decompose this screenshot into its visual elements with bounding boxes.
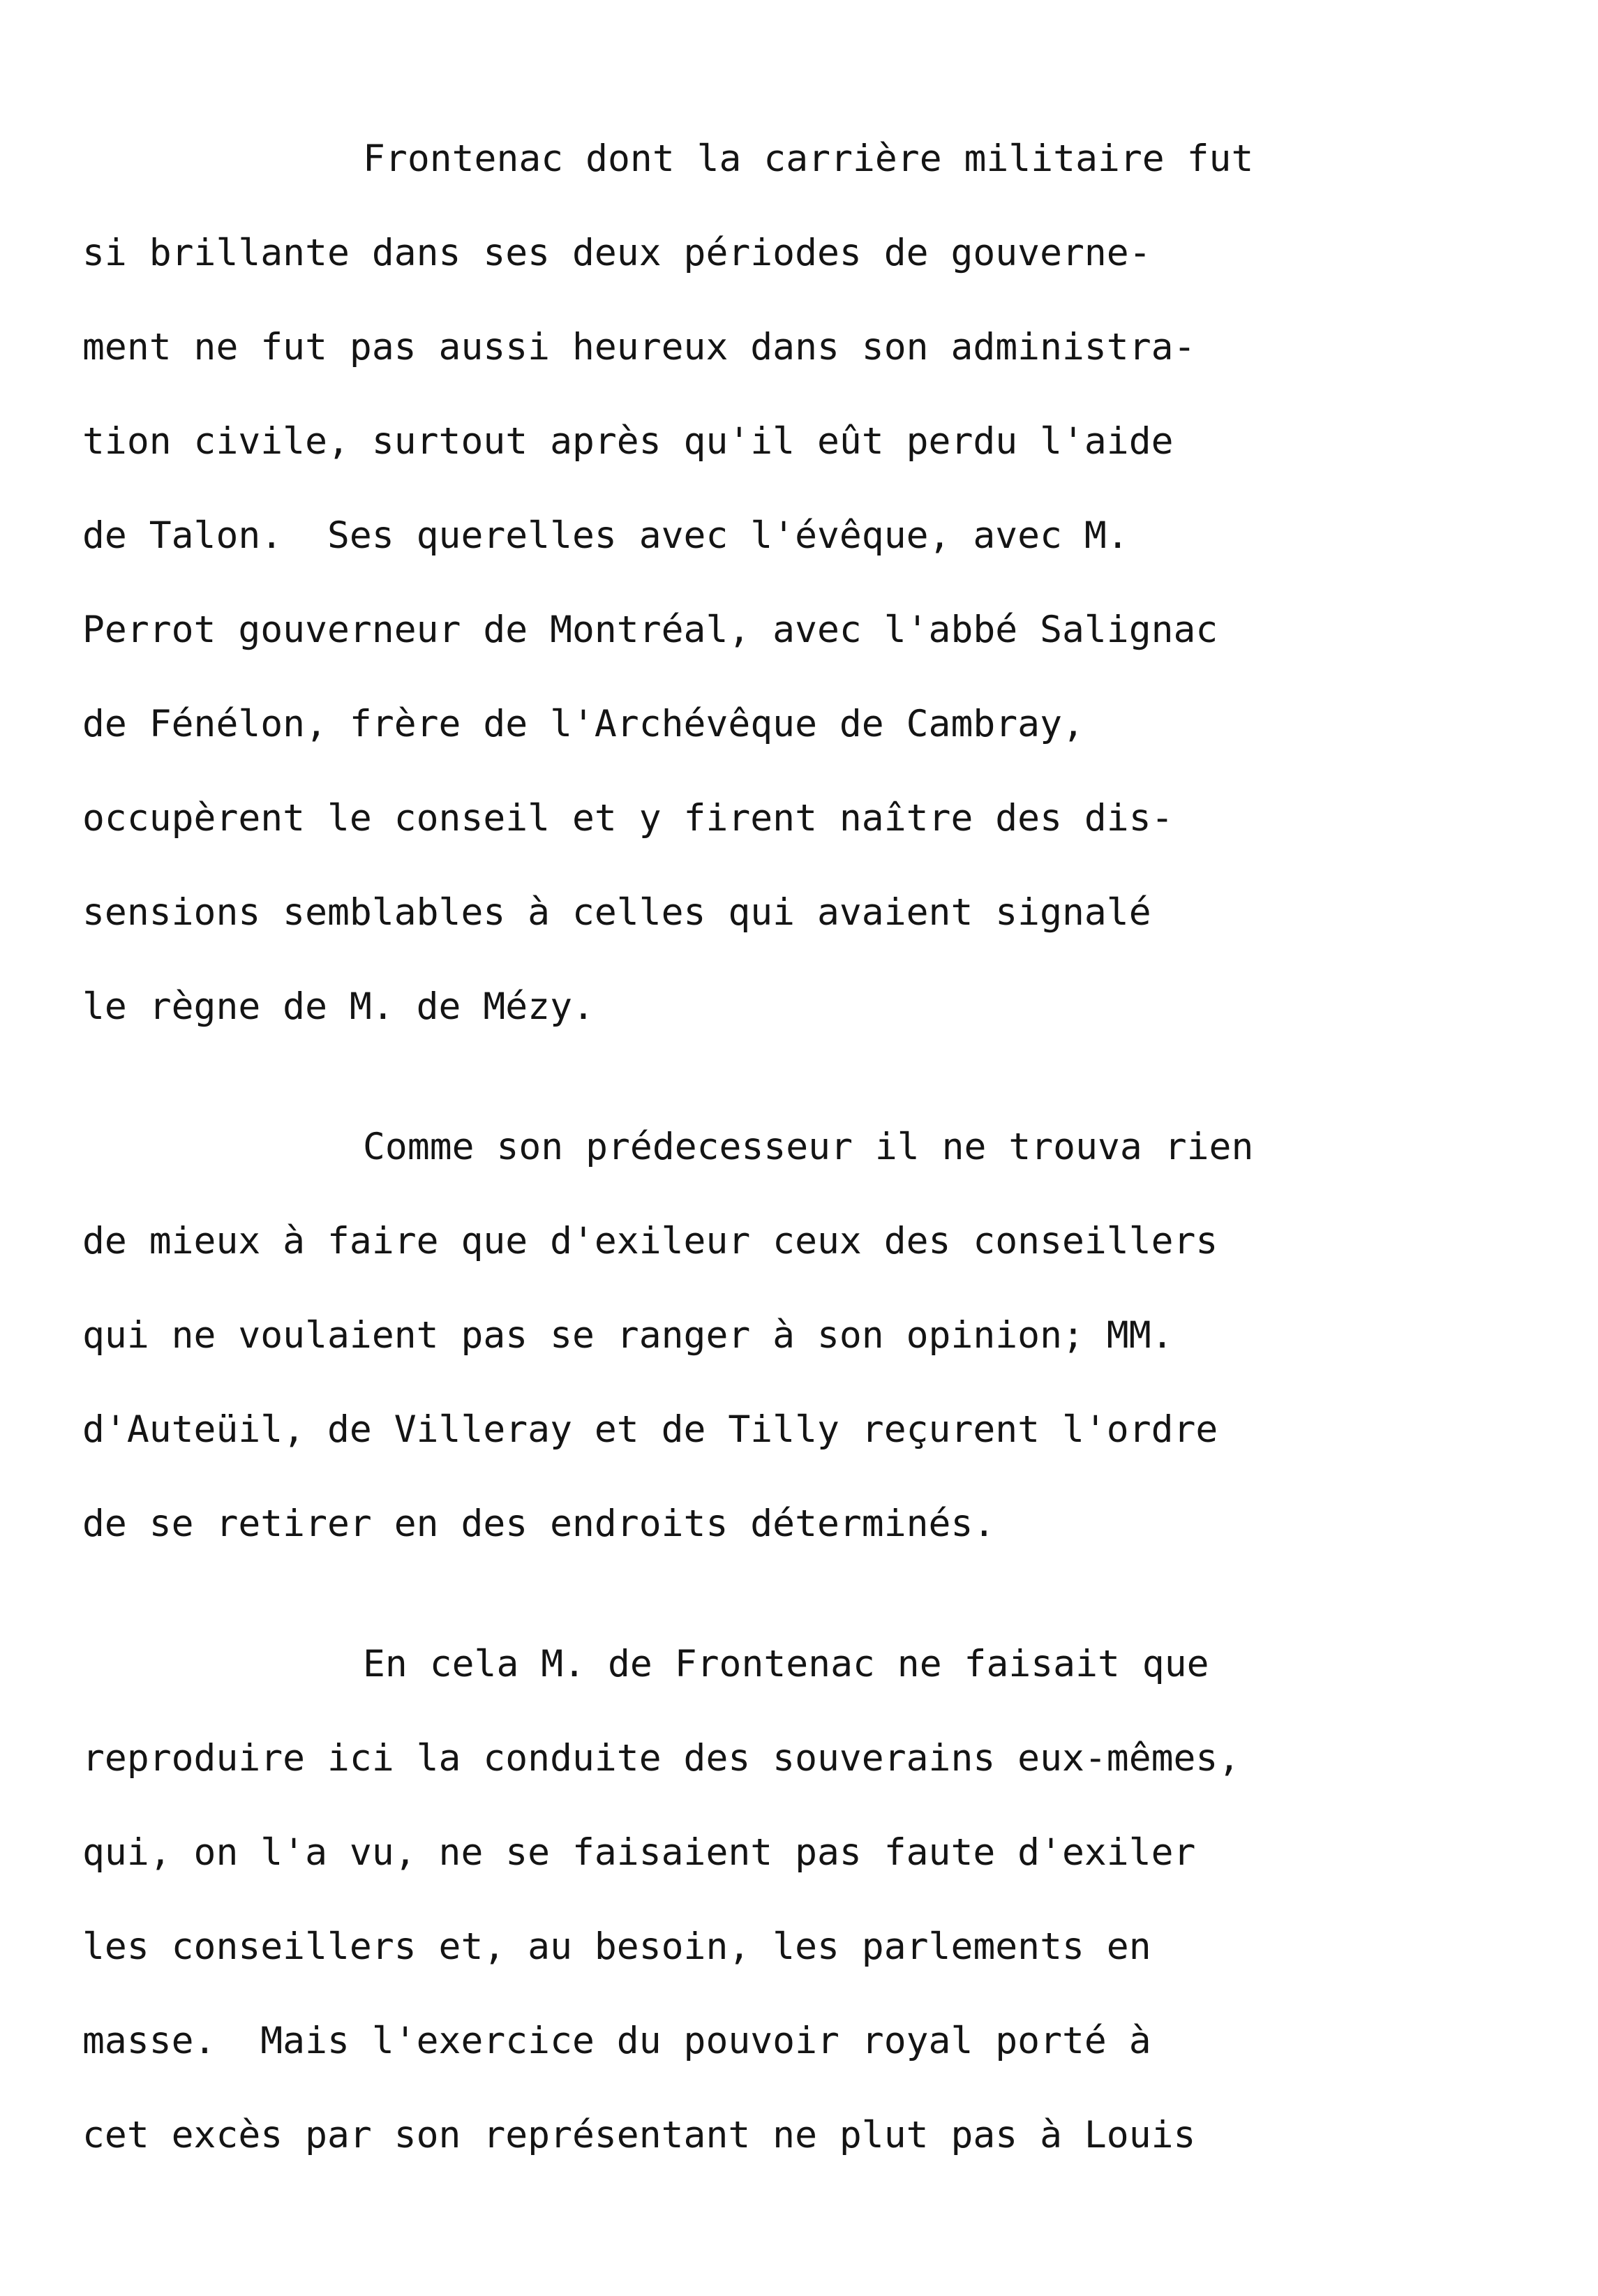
text-line: qui ne voulaient pas se ranger à son opinion; MM. — [82, 1314, 1174, 1357]
paragraph-2 — [82, 1100, 1520, 1571]
text-line: En cela M. de Frontenac ne faisait que — [363, 1643, 1209, 1685]
paragraph-1 — [82, 112, 1520, 1054]
text-line: de Fénélon, frère de l'Archévêque de Cambray, — [82, 703, 1084, 745]
typed-text-body — [82, 112, 1520, 2182]
paragraph-gap — [82, 1054, 1520, 1100]
text-line: qui, on l'a vu, ne se faisaient pas faute d'exiler — [82, 1831, 1196, 1874]
text-line: de mieux à faire que d'exileur ceux des conseillers — [82, 1220, 1218, 1262]
text-line: de Talon. Ses querelles avec l'évêque, avec M. — [82, 514, 1129, 557]
text-line: tion civile, surtout après qu'il eût perdu l'aide — [82, 420, 1174, 463]
text-line: occupèrent le conseil et y firent naître des dis- — [82, 797, 1174, 840]
text-line: le règne de M. de Mézy. — [82, 985, 595, 1028]
text-line: d'Auteüil, de Villeray et de Tilly reçurent l'ordre — [82, 1408, 1218, 1451]
text-line: Frontenac dont la carrière militaire fut — [363, 137, 1254, 180]
text-line: les conseillers et, au besoin, les parlements en — [82, 1925, 1151, 1968]
text-line: Perrot gouverneur de Montréal, avec l'abbé Salignac — [82, 609, 1218, 651]
text-line: ment ne fut pas aussi heureux dans son administra- — [82, 326, 1196, 368]
paragraph-gap — [82, 1571, 1520, 1617]
text-line: de se retirer en des endroits déterminés. — [82, 1503, 996, 1545]
text-line: sensions semblables à celles qui avaient signalé — [82, 891, 1151, 934]
text-line: masse. Mais l'exercice du pouvoir royal porté à — [82, 2020, 1151, 2062]
text-line: si brillante dans ses deux périodes de gouverne- — [82, 232, 1151, 274]
text-line: reproduire ici la conduite des souverains eux-mêmes, — [82, 1737, 1241, 1780]
paragraph-3 — [82, 1617, 1520, 2182]
text-line: cet excès par son représentant ne plut pas à Louis — [82, 2114, 1196, 2156]
text-line: Comme son prédecesseur il ne trouva rien — [363, 1126, 1254, 1168]
